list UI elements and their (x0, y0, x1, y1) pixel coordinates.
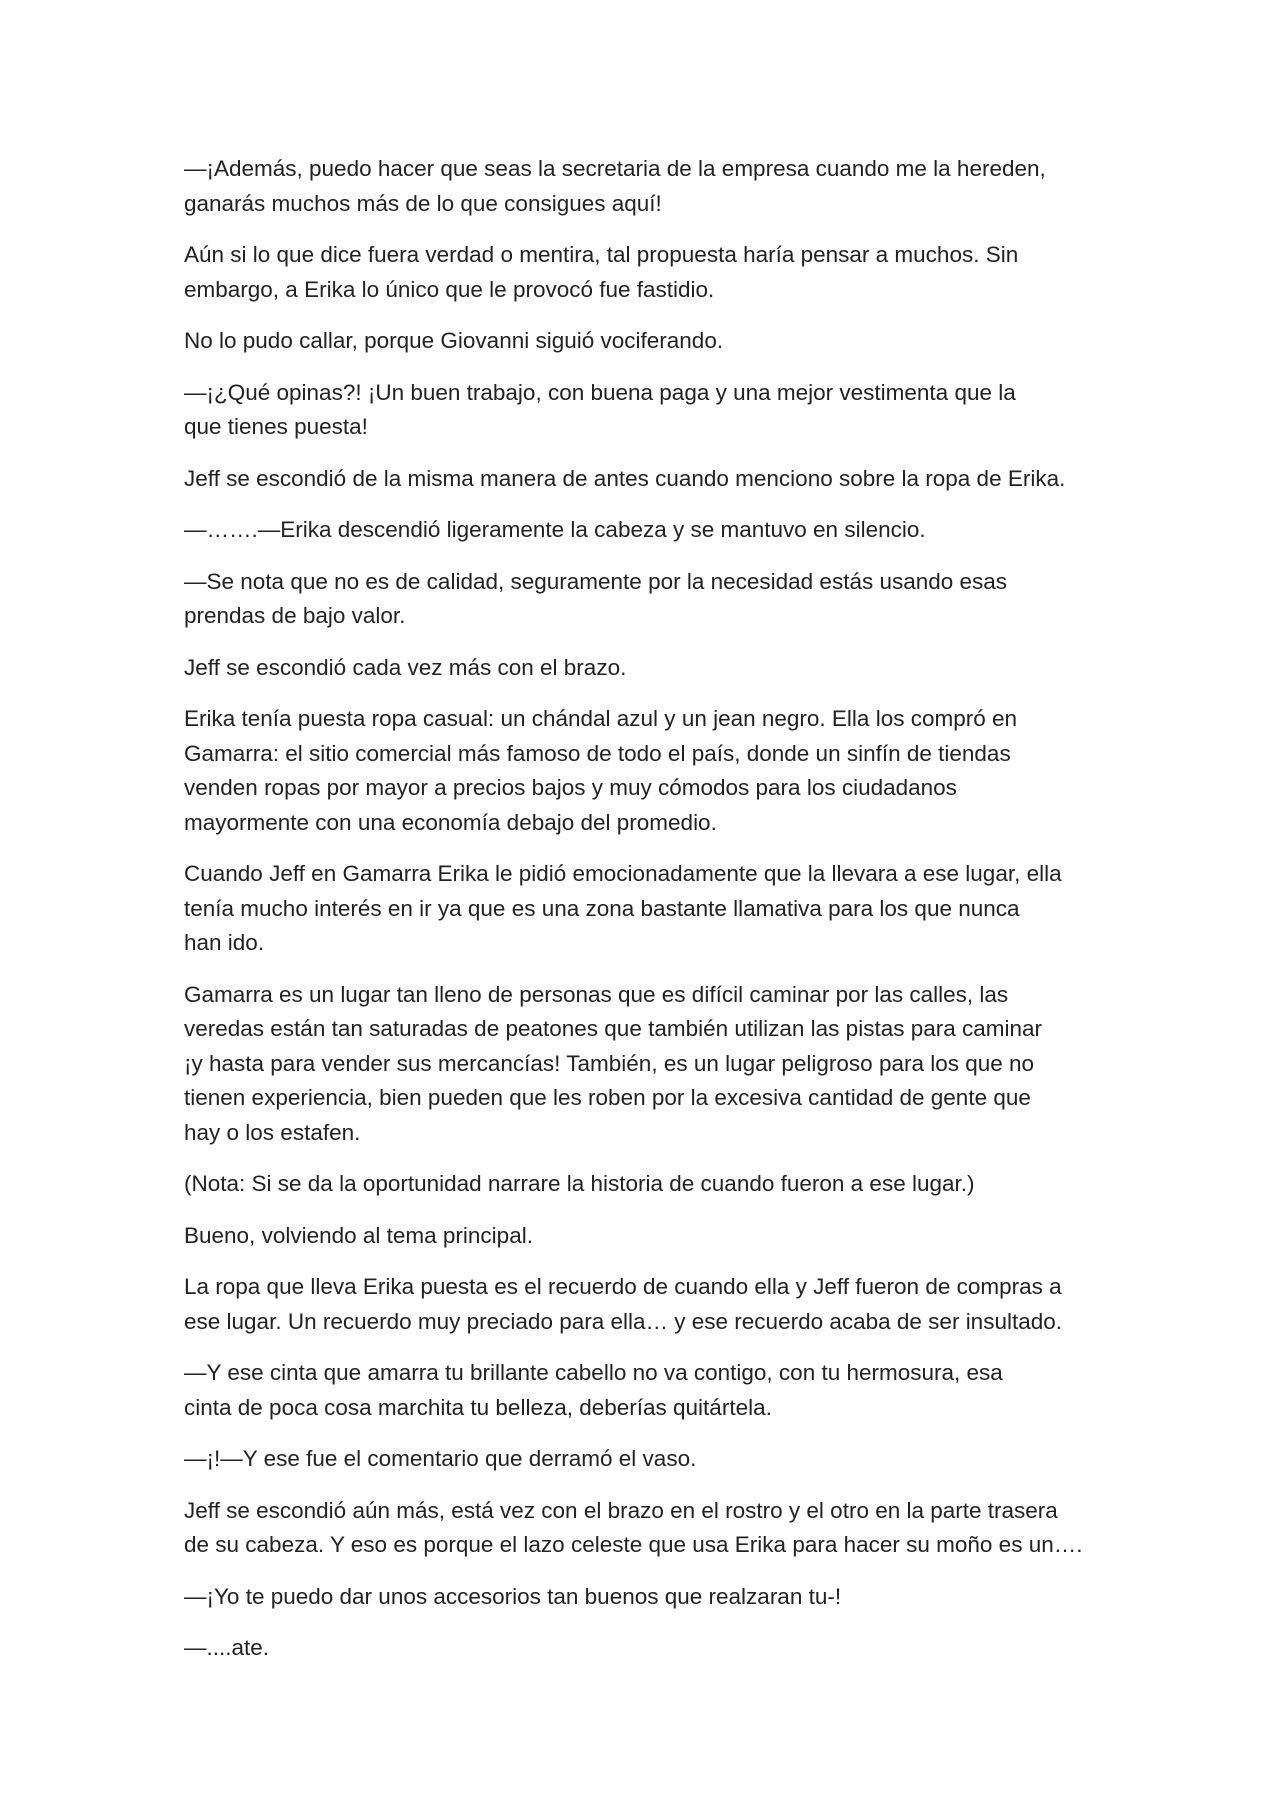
text-line: —¡!—Y ese fue el comentario que derramó el vaso. (184, 1446, 697, 1471)
text-line: Aún si lo que dice fuera verdad o mentira, tal propuesta haría pensar a muchos. Sin (184, 242, 1019, 267)
text-line: veredas están tan saturadas de peatones que también utilizan las pistas para caminar (184, 1016, 1043, 1041)
text-line: que tienes puesta! (184, 414, 368, 439)
text-line: Jeff se escondió de la misma manera de antes cuando menciono sobre la ropa de Erika. (184, 465, 1066, 491)
text-line: —…….—Erika descendió ligeramente la cabeza y se mantuvo en silencio. (184, 517, 926, 542)
text-line: —¡¿Qué opinas?! ¡Un buen trabajo, con buena paga y una mejor vestimenta que la (184, 379, 1016, 405)
paragraph (184, 1494, 1114, 1563)
paragraph (184, 565, 1114, 634)
text-line: prendas de bajo valor. (184, 603, 406, 628)
text-line: La ropa que lleva Erika puesta es el recuerdo de cuando ella y Jeff fueron de compras a (184, 1274, 1062, 1299)
text-line: de su cabeza. Y eso es porque el lazo celeste que usa Erika para hacer su moño es un…. (184, 1532, 1083, 1557)
paragraph (184, 238, 1114, 307)
text-line: Bueno, volviendo al tema principal. (184, 1222, 533, 1248)
text-line: han ido. (184, 930, 265, 955)
text-line: —....ate. (184, 1635, 270, 1660)
paragraph (184, 1167, 1114, 1202)
paragraph (184, 857, 1114, 961)
text-line: cinta de poca cosa marchita tu belleza, deberías quitártela. (184, 1394, 772, 1420)
text-line: ¡y hasta para vender sus mercancías! También, es un lugar peligroso para los que no (184, 1050, 1035, 1076)
text-line: tienen experiencia, bien pueden que les roben por la excesiva cantidad de gente que (184, 1085, 1031, 1110)
text-line: hay o los estafen. (184, 1119, 361, 1145)
text-line: Jeff se escondió aún más, está vez con el brazo en el rostro y el otro en la parte trasera (184, 1497, 1058, 1523)
text-line: —Y ese cinta que amarra tu brillante cabello no va contigo, con tu hermosura, esa (184, 1360, 1003, 1385)
paragraph (184, 978, 1114, 1151)
text-line: Jeff se escondió cada vez más con el brazo. (184, 654, 627, 680)
text-line: ese lugar. Un recuerdo muy preciado para ella… y ese recuerdo acaba de ser insultado. (184, 1308, 1063, 1334)
text-line: venden ropas por mayor a precios bajos y muy cómodos para los ciudadanos (184, 775, 957, 800)
text-line: tenía mucho interés en ir ya que es una zona bastante llamativa para los que nunca (184, 895, 1020, 921)
paragraph (184, 324, 1114, 359)
paragraph (184, 152, 1114, 221)
text-line: —Se nota que no es de calidad, seguramente por la necesidad estás usando esas (184, 568, 1008, 594)
paragraph (184, 513, 1114, 548)
text-line: Gamarra: el sitio comercial más famoso de todo el país, donde un sinfín de tiendas (184, 740, 1011, 766)
text-line: (Nota: Si se da la oportunidad narrare la historia de cuando fueron a ese lugar.) (184, 1171, 975, 1196)
paragraph (184, 651, 1114, 686)
text-line: Gamarra es un lugar tan lleno de personas que es difícil caminar por las calles, las (184, 981, 1009, 1007)
document-body (184, 152, 1114, 1683)
text-line: —¡Además, puedo hacer que seas la secretaria de la empresa cuando me la hereden, (184, 156, 1046, 181)
text-line: ganarás muchos más de lo que consigues aquí! (184, 190, 662, 216)
paragraph (184, 1270, 1114, 1339)
text-line: No lo pudo callar, porque Giovanni siguió vociferando. (184, 328, 724, 353)
paragraph (184, 1356, 1114, 1425)
text-line: embargo, a Erika lo único que le provocó fue fastidio. (184, 276, 715, 302)
paragraph (184, 376, 1114, 445)
text-line: —¡Yo te puedo dar unos accesorios tan buenos que realzaran tu-! (184, 1583, 842, 1609)
text-line: mayormente con una economía debajo del promedio. (184, 809, 717, 835)
text-line: Erika tenía puesta ropa casual: un chándal azul y un jean negro. Ella los compró en (184, 706, 1018, 731)
paragraph (184, 702, 1114, 840)
paragraph (184, 1219, 1114, 1254)
paragraph (184, 1631, 1114, 1666)
paragraph (184, 1442, 1114, 1477)
paragraph (184, 462, 1114, 497)
paragraph (184, 1580, 1114, 1615)
text-line: Cuando Jeff en Gamarra Erika le pidió emocionadamente que la llevara a ese lugar, ella (184, 861, 1062, 886)
